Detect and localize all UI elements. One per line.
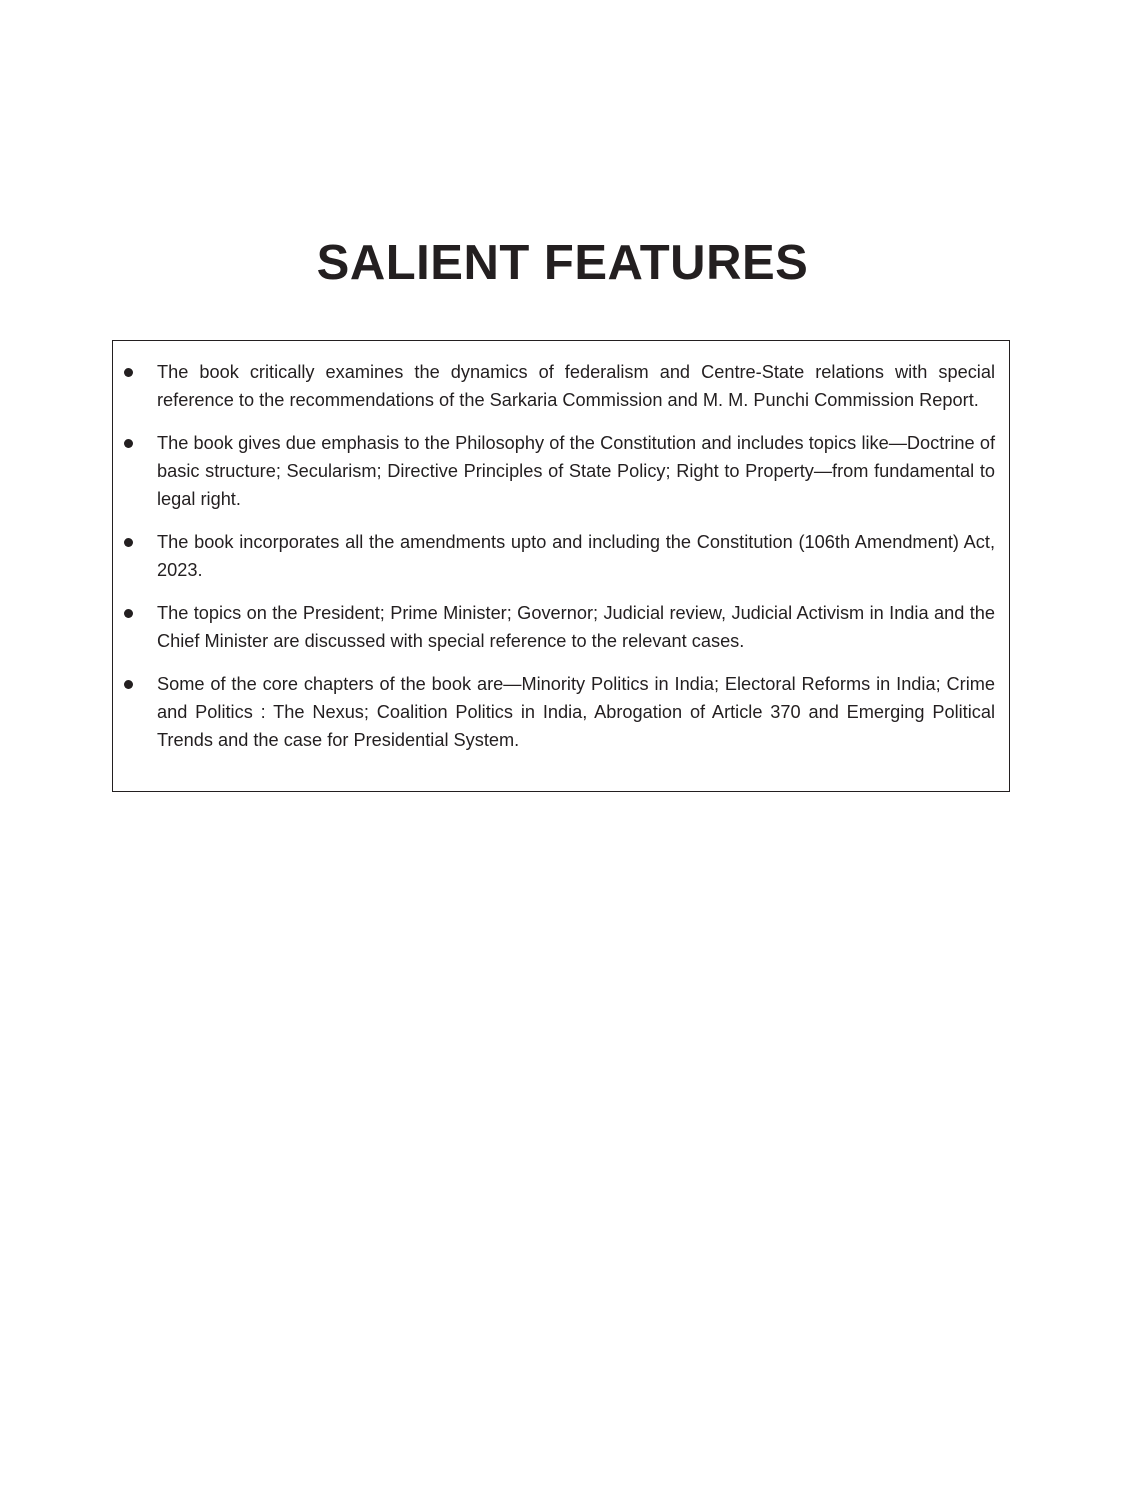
bullet-icon: [124, 538, 133, 547]
page-title: SALIENT FEATURES: [316, 236, 809, 290]
bullet-icon: [124, 439, 133, 448]
features-list: [113, 341, 1009, 754]
feature-text: The topics on the President; Prime Minister; Governor; Judicial review, Judicial Activism in India and the Chief Minister are discussed with special reference to the relevant cases.: [157, 602, 995, 652]
feature-text: The book incorporates all the amendments upto and including the Constitution (106th Amendment) Act, 2023.: [157, 532, 995, 581]
feature-text: Some of the core chapters of the book are—Minority Politics in India; Electoral Reforms in India; Crime and Politics : The Nexus; Coalition Politics in India, Abrogation of Article 370 and Emerging Political Trends and the case for Presidential System.: [157, 673, 995, 751]
bullet-icon: [124, 680, 133, 689]
feature-text: The book gives due emphasis to the Philosophy of the Constitution and includes topics like—Doctrine of basic structure; Secularism; Directive Principles of State Policy; Right to Property—from fundamental to legal right.: [157, 432, 995, 510]
feature-item: [113, 528, 995, 584]
feature-text: The book critically examines the dynamics of federalism and Centre-State relations with special reference to the recommendations of the Sarkaria Commission and M. M. Punchi Commission Report.: [157, 362, 995, 411]
feature-item: [113, 429, 995, 514]
feature-item: [113, 599, 995, 655]
bullet-icon: [124, 368, 133, 377]
feature-item: [113, 358, 995, 414]
bullet-icon: [124, 609, 133, 618]
feature-item: [113, 670, 995, 755]
salient-features-box: [112, 340, 1010, 792]
